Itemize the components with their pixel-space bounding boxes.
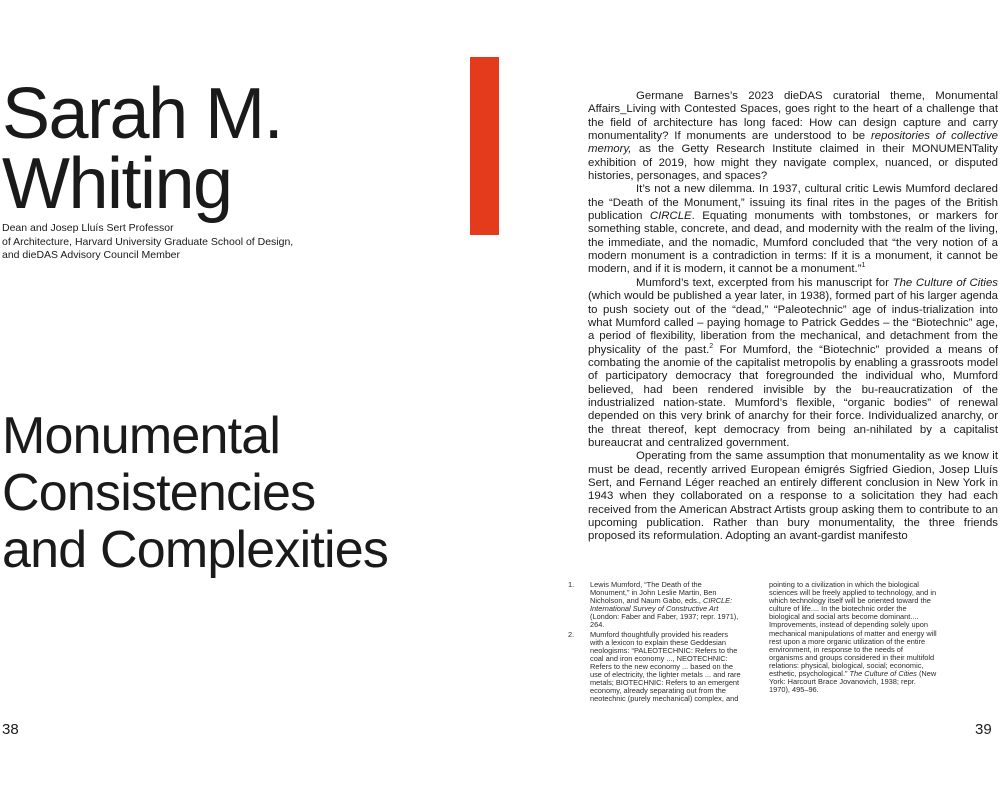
footnote-number: 2. xyxy=(568,629,575,639)
footnote-reference: 2 xyxy=(709,342,714,350)
body-paragraph xyxy=(588,450,998,543)
footnotes-column-2 xyxy=(769,581,937,695)
text-run: Lewis Mumford, “The Death of the Monument,” in John Leslie Martin, Ben Nicholson, and Naum Gabo, eds., xyxy=(590,580,717,606)
essay-title-line-3: and Complexities xyxy=(2,521,389,580)
author-name xyxy=(2,74,283,224)
footnotes xyxy=(568,581,968,741)
body-paragraph xyxy=(588,90,998,183)
footnote xyxy=(568,581,743,630)
italic-text: CIRCLE xyxy=(649,210,692,223)
page-number-left: 38 xyxy=(2,721,19,738)
text-run: Operating from the same assumption that monumentality as we know it must be dead, recently arrived European émigrés Sigfried Giedion, Josep Lluís Sert, and Fernand Léger reached an entirely different conclusion in New York in 1943 when they collaborated on a response to a solicitation they had each received from the American Abstract Artists group asking them to contribute to an upcoming publication. Rather than bury monumentality, the three friends proposed its reformulation. Adopting an avant-gardist manifesto xyxy=(588,450,998,543)
italic-text: repositories of collective memory, xyxy=(588,130,998,156)
text-run: (London: Faber and Faber, 1937; repr. 1971), 264. xyxy=(590,612,739,630)
author-name-line-2: Whiting xyxy=(2,143,232,224)
author-role: Dean and Josep Lluís Sert Professor of Architecture, Harvard University Graduate School of Design, and dieDAS Advisory Council Member xyxy=(2,222,294,262)
body-paragraph xyxy=(588,277,998,450)
italic-text: CIRCLE: International Survey of Constructive Art xyxy=(590,596,733,614)
italic-text: The Culture of Cities xyxy=(849,669,917,679)
footnote-continuation xyxy=(769,581,937,694)
text-run: For Mumford, the “Biotechnic” provided a means of combating the anomie of the capitalist metropolis by enabling a grassroots model of participatory democracy that foregrounded the individual who, Mumford believed, had been rendered invisible by the bu-reaucratization of the industrialized nation-state. Mumford’s flexible, “organic bodies” of renewal depended on this very brink of anarchy for their force. Individualized anarchy, or the threat thereof, kept democracy from being an-nihilated by a capitalist bureaucrat and centralized government. xyxy=(588,343,998,449)
body-text xyxy=(588,90,998,544)
text-run: Mumford thoughtfully provided his readers with a lexicon to explain these Geddesian neologisms: “PALEOTECHNIC: Refers to the coal and iron economy ..., NEOTECHNIC: Refers to the new economy ... based on the use of electricity, the lighter metals ... and rare metals; BIOTECHNIC: Refers to an emergent economy, already separating out from the neotechnic (purely mechanical) complex, and xyxy=(590,629,741,704)
footnote-number: 1. xyxy=(568,580,575,589)
footnote-reference: 1 xyxy=(861,262,866,270)
page-number-right: 39 xyxy=(975,721,992,738)
text-run: . Equating monuments with tombstones, or markers for something stable, concrete, and dead, and modernity with the realm of the living, the immediate, and the nomadic, Mumford concluded that “the very notion of a modern monument is a contradiction in terms: If it is a monument, it cannot be modern, and if it is modern, it cannot be a monument.” xyxy=(588,210,998,276)
text-run: It’s not a new dilemma. In 1937, cultural critic Lewis Mumford declared the “Death of the Monument,” issuing its final rites in the pages of the British publication xyxy=(588,183,998,223)
author-name-line-1: Sarah M. xyxy=(2,74,283,154)
footnotes-column-1 xyxy=(568,581,743,704)
text-run: (New York: Harcourt Brace Jovanovich, 1938; repr. 1970), 495–96. xyxy=(769,669,937,695)
text-run: Mumford’s text, excerpted from his manuscript for xyxy=(636,276,893,289)
essay-title-line-2: Consistencies xyxy=(2,464,316,523)
body-paragraph xyxy=(588,183,998,276)
italic-text: The Culture of Cities xyxy=(892,276,998,289)
text-run: Germane Barnes’s 2023 dieDAS curatorial theme, Monumental Affairs_Living with Contested Spaces, goes right to the heart of a challenge that the field of architecture has long faced: How can design capture and carry monumentality? If monuments are understood to be xyxy=(588,90,998,143)
essay-title xyxy=(2,408,388,580)
red-accent-bar xyxy=(470,57,499,235)
text-run: pointing to a civilization in which the biological sciences will be freely applied to technology, and in which technology itself will be oriented toward the culture of life.... In the biotechnic order the biological and social arts become dominant.... Improvements, instead of depending solely upon mechanical manipulations of matter and energy will rest upon a more organic utilization of the entire environment, in response to the needs of organisms and groups considered in their multifold relations: physical, biological, social; economic, esthetic, psychological.” xyxy=(769,580,937,679)
text-run: as the Getty Research Institute claimed in their MONUMENTality exhibition of 2019, how might they navigate complex, nuanced, or disputed histories, personages, and spaces? xyxy=(588,143,998,183)
footnote xyxy=(568,631,743,704)
essay-title-line-1: Monumental xyxy=(2,407,281,465)
text-run: (which would be published a year later, in 1938), formed part of his larger agenda to push society out of the “dead,” “Paleotechnic” age of indus-trialization into what Mumford called – paying homage to Patrick Geddes – the “Biotechnic” age, a period of flexibility, liberation from the mechanical, and detachment from the physicality of the past. xyxy=(588,290,998,356)
